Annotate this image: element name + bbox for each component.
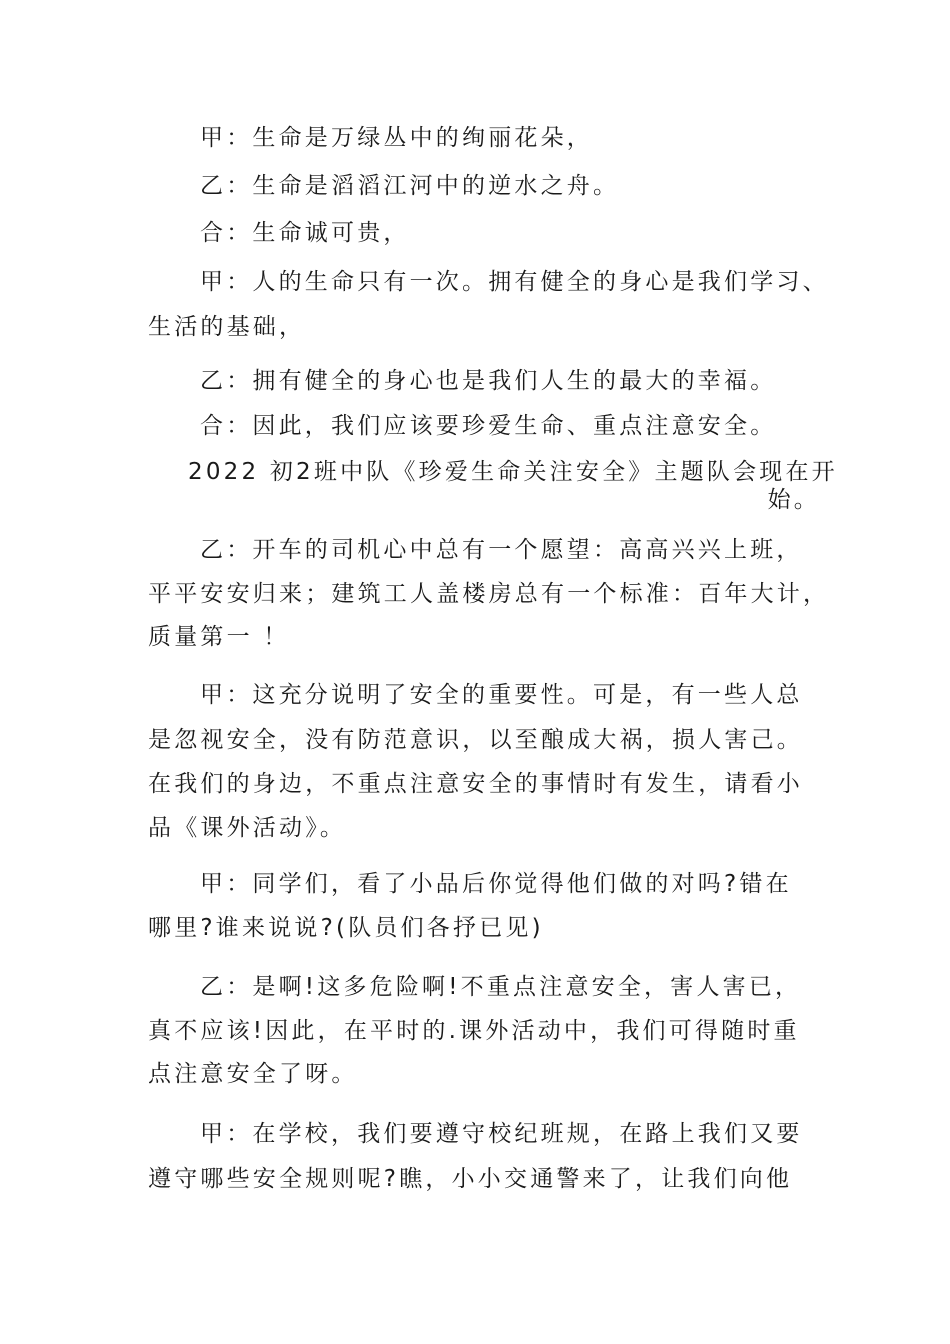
- dialogue-line-continued: 是忽视安全，没有防范意识，以至酿成大祸，损人害己。: [148, 727, 803, 753]
- dialogue-line: 合：生命诚可贵，: [200, 220, 410, 246]
- dialogue-line: 乙：拥有健全的身心也是我们人生的最大的幸福。: [200, 368, 777, 394]
- dialogue-line: 乙：生命是滔滔江河中的逆水之舟。: [200, 173, 620, 199]
- dialogue-line: 乙：开车的司机心中总有一个愿望：高高兴兴上班，: [200, 537, 803, 563]
- dialogue-line: 甲：这充分说明了安全的重要性。可是，有一些人总: [200, 682, 803, 708]
- dialogue-line-continued: 哪里?谁来说说?(队员们各抒已见): [148, 915, 544, 941]
- dialogue-line: 合：因此，我们应该要珍爱生命、重点注意安全。: [200, 413, 777, 439]
- dialogue-line-continued: 在我们的身边，不重点注意安全的事情时有发生，请看小: [148, 771, 803, 797]
- dialogue-line-continued: 真不应该!因此，在平时的.课外活动中，我们可得随时重: [148, 1018, 800, 1044]
- dialogue-line: 甲：同学们，看了小品后你觉得他们做的对吗?错在: [200, 871, 792, 897]
- dialogue-line: 甲：人的生命只有一次。拥有健全的身心是我们学习、: [200, 269, 829, 295]
- announcement-line: 2022 初2班中队《珍爱生命关注安全》主题队会现在开: [188, 459, 838, 485]
- dialogue-line: 乙：是啊!这多危险啊!不重点注意安全，害人害已，: [200, 974, 802, 1000]
- dialogue-line-continued: 品《课外活动》。: [148, 815, 347, 841]
- dialogue-line-continued: 点注意安全了呀。: [148, 1061, 358, 1087]
- dialogue-line: 甲：生命是万绿丛中的绚丽花朵，: [200, 125, 593, 151]
- announcement-line-end: 始。: [767, 487, 820, 513]
- dialogue-line: 甲：在学校，我们要遵守校纪班规，在路上我们又要: [200, 1121, 803, 1147]
- dialogue-line-continued: 平平安安归来；建筑工人盖楼房总有一个标准：百年大计，: [148, 581, 830, 607]
- dialogue-line-continued: 质量第一 ！: [148, 624, 290, 650]
- dialogue-line-continued: 遵守哪些安全规则呢?瞧，小小交通警来了，让我们向他: [148, 1166, 793, 1192]
- dialogue-line-continued: 生活的基础，: [148, 314, 306, 340]
